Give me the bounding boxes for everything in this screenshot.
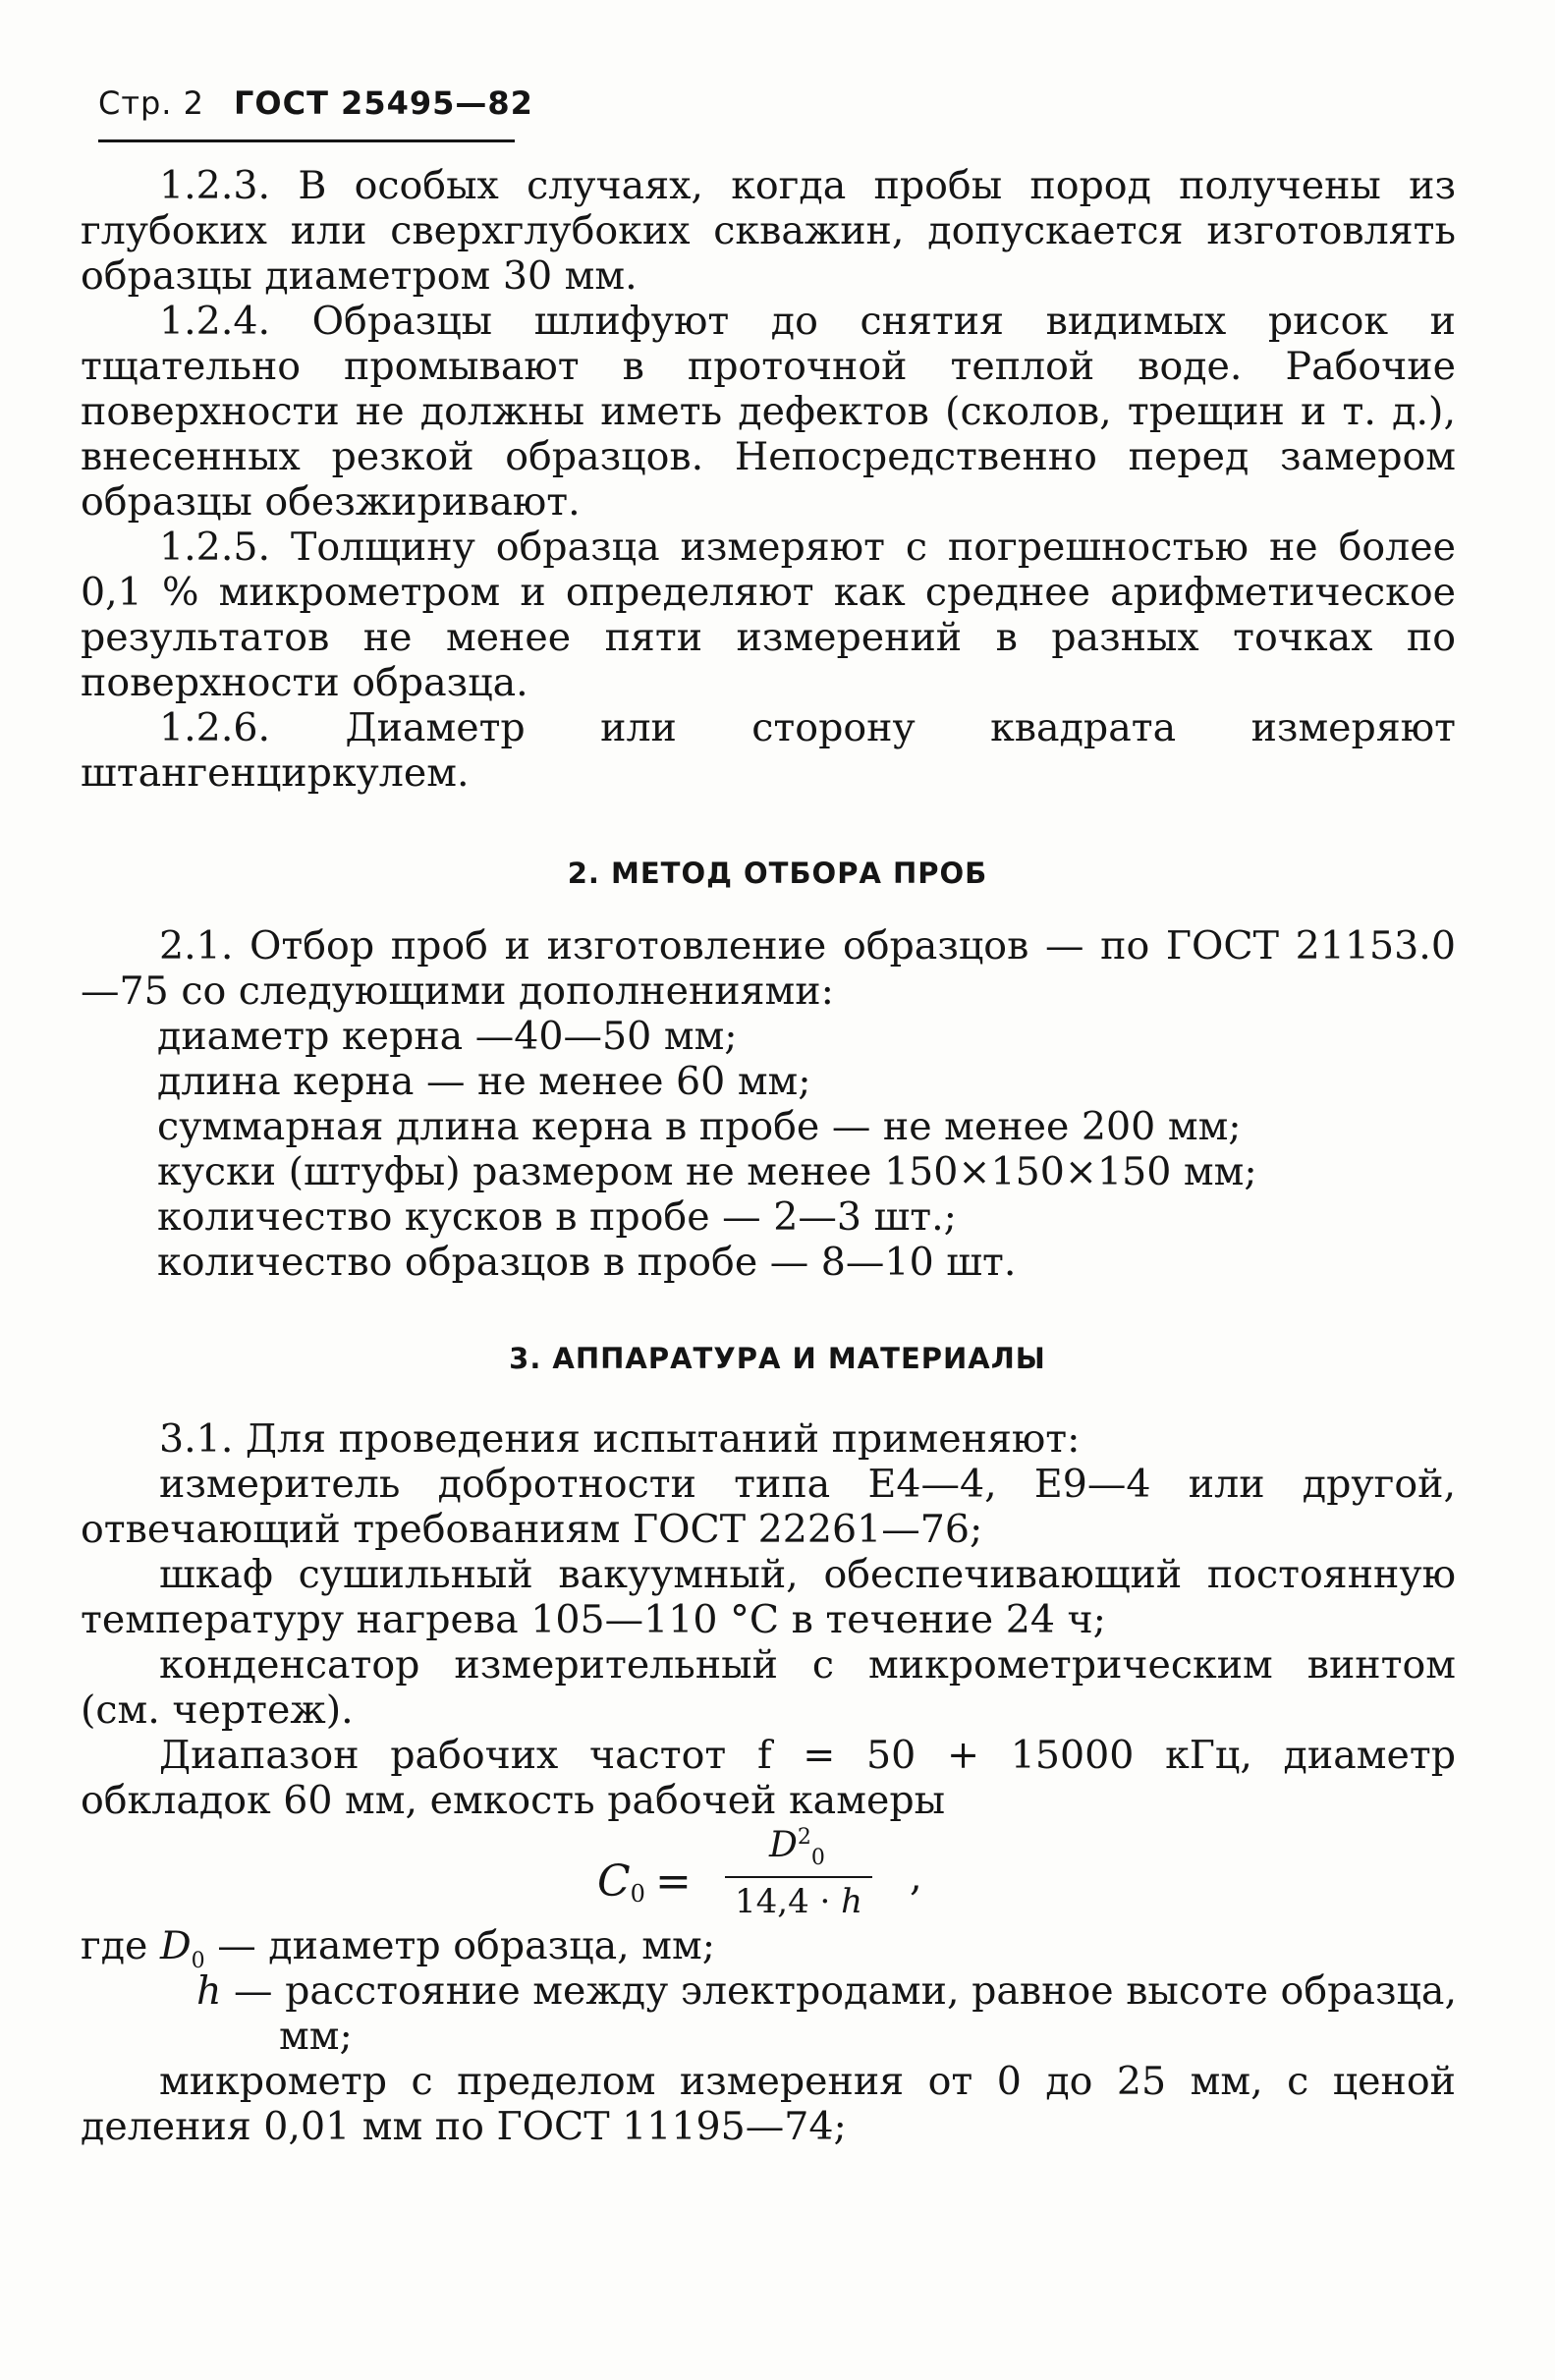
formula-denominator: 14,4 · h [735, 1882, 863, 1921]
formula-lhs: C0 = [597, 1856, 692, 1908]
list-item: измеритель добротности типа Е4—4, Е9—4 или другой, отвечающий требованиям ГОСТ 22261—76; [81, 1462, 1456, 1552]
section-2-heading: 2. МЕТОД ОТБОРА ПРОБ [567, 857, 988, 890]
list-item: длина керна — не менее 60 мм; [157, 1059, 811, 1104]
formula-comma: , [910, 1854, 922, 1900]
list-item: количество образцов в пробе — 8—10 шт. [157, 1240, 1017, 1285]
paragraph-1-2-4: 1.2.4. Образцы шлифуют до снятия видимых рисок и тщательно промывают в проточной теплой воде. Рабочие поверхности не должны иметь дефектов (сколов, трещин и т. д.), внесенных резкой образцов. Непосредственно перед замером образцы обезжиривают. [81, 299, 1456, 525]
where-d0: где $D_0$ — диаметр образца, мм; [81, 1923, 716, 1973]
paragraph-3-1: 3.1. Для проведения испытаний применяют: [159, 1416, 1081, 1462]
section-3-heading: 3. АППАРАТУРА И МАТЕРИАЛЫ [509, 1342, 1046, 1375]
gost-number: ГОСТ 25495—82 [234, 84, 533, 122]
list-item: куски (штуфы) размером не менее 150×150×150 мм; [157, 1149, 1257, 1194]
paragraph-1-2-6: 1.2.6. Диаметр или сторону квадрата измеряют штангенциркулем. [81, 705, 1456, 796]
paragraph-1-2-3: 1.2.3. В особых случаях, когда пробы пород получены из глубоких или сверхглубоких скважин, допускается изготовлять образцы диаметром 30 мм. [81, 163, 1456, 299]
paragraph-1-2-5: 1.2.5. Толщину образца измеряют с погрешностью не более 0,1 % микрометром и определяют как среднее арифметическое результатов не менее пяти измерений в разных точках по поверхности образца. [81, 525, 1456, 705]
fraction-bar [725, 1876, 872, 1878]
capacitance-formula [597, 1825, 990, 1923]
where-h-cont: мм; [279, 2014, 353, 2059]
list-item: количество кусков в пробе — 2—3 шт.; [157, 1194, 957, 1240]
page-number: Стр. 2 [98, 84, 204, 122]
formula-numerator: $D^2_0$ [769, 1825, 825, 1871]
list-item: диаметр керна —40—50 мм; [157, 1014, 738, 1059]
list-item: микрометр с пределом измерения от 0 до 25 мм, с ценой деления 0,01 мм по ГОСТ 11195—74; [81, 2059, 1456, 2149]
paragraph-2-1: 2.1. Отбор проб и изготовление образцов — по ГОСТ 21153.0—75 со следующими дополнениями: [81, 923, 1456, 1014]
list-item: конденсатор измерительный с микрометрическим винтом (см. чертеж). [81, 1642, 1456, 1733]
list-item: шкаф сушильный вакуумный, обеспечивающий постоянную температуру нагрева 105—110 °С в течение 24 ч; [81, 1552, 1456, 1642]
list-item: Диапазон рабочих частот f = 50 + 15000 кГц, диаметр обкладок 60 мм, емкость рабочей камеры [81, 1733, 1456, 1823]
list-item: суммарная длина керна в пробе — не менее 200 мм; [157, 1104, 1242, 1149]
header-rule [98, 139, 515, 142]
page-header [98, 84, 533, 122]
where-h: h — расстояние между электродами, равное высоте образца, [196, 1968, 1457, 2014]
